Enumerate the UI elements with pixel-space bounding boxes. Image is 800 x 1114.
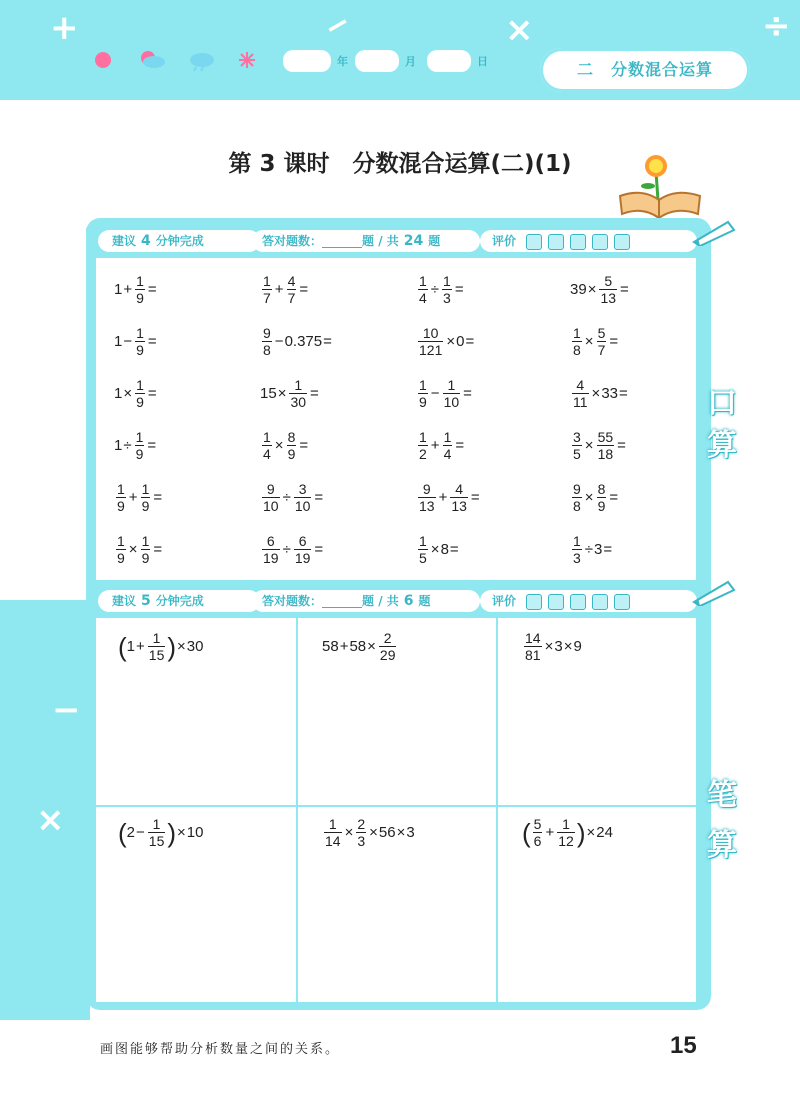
- written-time-chip: [98, 590, 260, 612]
- sunny-weather-icon[interactable]: [95, 52, 111, 68]
- oral-problem[interactable]: $\frac{9}{10}$ ÷ $\frac{3}{10}$ =: [263, 481, 324, 514]
- oral-correct-input[interactable]: [322, 235, 362, 248]
- oral-problem[interactable]: 1 × $\frac{1}{9}$ =: [114, 377, 157, 410]
- oral-problem[interactable]: $\frac{1}{4}$ ÷ $\frac{1}{3}$ =: [419, 273, 464, 306]
- written-problem[interactable]: ( 1 + $\frac{1}{15}$ ) × 30: [118, 630, 204, 663]
- oral-problem[interactable]: $\frac{1}{9}$ + $\frac{1}{9}$ =: [117, 481, 163, 514]
- oral-score-chip: [252, 230, 480, 252]
- oral-problem[interactable]: $\frac{4}{11}$ × 33 =: [573, 377, 628, 410]
- oral-suggest-text: 建议: [112, 234, 137, 248]
- written-correct-label: 答对题数：: [262, 594, 323, 608]
- oral-problem[interactable]: 1 + $\frac{1}{9}$ =: [114, 273, 157, 306]
- oral-rating-label: 评价: [492, 234, 517, 248]
- written-problem[interactable]: ( $\frac{5}{6}$ + $\frac{1}{12}$ ) × 24: [522, 816, 613, 849]
- oral-problem[interactable]: $\frac{1}{8}$ × $\frac{5}{7}$ =: [573, 325, 619, 358]
- thumb-rating-icon[interactable]: [592, 594, 608, 610]
- snowy-weather-icon[interactable]: [238, 51, 256, 69]
- open-book-illustration-icon: [612, 152, 707, 222]
- oral-problem[interactable]: $\frac{9}{8}$ − 0.375 =: [263, 325, 332, 358]
- year-input[interactable]: [283, 50, 331, 72]
- grid-divider: [296, 618, 298, 1002]
- oral-problem[interactable]: 1 ÷ $\frac{1}{9}$ =: [114, 429, 157, 462]
- chapter-title: 二 分数混合运算: [576, 60, 713, 79]
- thumb-rating-icon[interactable]: [548, 234, 564, 250]
- thumb-rating-icon[interactable]: [526, 234, 542, 250]
- oral-problem[interactable]: $\frac{1}{4}$ × $\frac{8}{9}$ =: [263, 429, 309, 462]
- year-label: 年: [337, 55, 348, 68]
- page-number: 15: [670, 1032, 697, 1059]
- pencil-icon: [690, 576, 738, 606]
- thumb-rating-icon[interactable]: [548, 594, 564, 610]
- grid-divider: [496, 618, 498, 1002]
- times-decor-icon: ×: [36, 800, 65, 840]
- oral-total: 24: [403, 233, 424, 249]
- rainy-weather-icon[interactable]: [188, 52, 216, 72]
- thumb-rating-icon[interactable]: [570, 234, 586, 250]
- written-unit-text: 题: [418, 594, 431, 608]
- day-label: 日: [477, 55, 488, 68]
- oral-problem[interactable]: $\frac{1}{9}$ − $\frac{1}{10}$ =: [419, 377, 472, 410]
- oral-unit-text: 题: [428, 234, 441, 248]
- footer-tip: 画图能够帮助分析数量之间的关系。: [100, 1042, 341, 1057]
- written-tab-char: 笔: [707, 778, 737, 813]
- grid-divider: [96, 805, 696, 807]
- written-problem[interactable]: $\frac{14}{81}$ × 3 × 9: [525, 630, 582, 663]
- oral-problem[interactable]: $\frac{1}{7}$ + $\frac{4}{7}$ =: [263, 273, 309, 306]
- oral-per-text: 题 / 共: [362, 234, 399, 248]
- oral-problem[interactable]: $\frac{9}{8}$ × $\frac{8}{9}$ =: [573, 481, 619, 514]
- oral-correct-label: 答对题数：: [262, 234, 323, 248]
- oral-problems-panel: [96, 258, 696, 580]
- written-problem[interactable]: $\frac{1}{14}$ × $\frac{2}{3}$ × 56 × 3: [325, 816, 415, 849]
- chapter-pill: [540, 48, 750, 92]
- written-rating-chip: [480, 590, 697, 612]
- minus-decor-icon: −: [317, 4, 358, 47]
- thumb-rating-icon[interactable]: [592, 234, 608, 250]
- written-score-chip: [252, 590, 480, 612]
- oral-problem[interactable]: $\frac{1}{2}$ + $\frac{1}{4}$ =: [419, 429, 465, 462]
- written-total: 6: [403, 593, 414, 609]
- oral-problem[interactable]: $\frac{9}{13}$ + $\frac{4}{13}$ =: [419, 481, 480, 514]
- written-finish-text: 分钟完成: [155, 594, 204, 608]
- oral-minutes: 4: [141, 233, 151, 249]
- thumb-rating-icon[interactable]: [526, 594, 542, 610]
- oral-problem[interactable]: $\frac{1}{9}$ × $\frac{1}{9}$ =: [117, 533, 163, 566]
- oral-problem[interactable]: 1 − $\frac{1}{9}$ =: [114, 325, 157, 358]
- plus-decor-icon: +: [50, 8, 79, 48]
- written-minutes: 5: [141, 593, 151, 609]
- written-correct-input[interactable]: [322, 595, 362, 608]
- month-label: 月: [405, 55, 416, 68]
- oral-rating-chip: [480, 230, 697, 252]
- oral-problem[interactable]: $\frac{3}{5}$ × $\frac{55}{18}$ =: [573, 429, 626, 462]
- oral-problem[interactable]: $\frac{1}{5}$ × 8 =: [419, 533, 459, 566]
- oral-problem[interactable]: $\frac{1}{3}$ ÷ 3 =: [573, 533, 613, 566]
- written-suggest-text: 建议: [112, 594, 137, 608]
- page-title: 第 3 课时 分数混合运算(二)(1): [228, 151, 572, 177]
- pencil-icon: [690, 216, 738, 246]
- written-tab-char: 算: [707, 828, 737, 863]
- cloudy-weather-icon[interactable]: [138, 50, 166, 68]
- month-input[interactable]: [355, 50, 399, 72]
- written-problems-panel: [96, 618, 696, 1002]
- thumb-rating-icon[interactable]: [614, 594, 630, 610]
- oral-problem[interactable]: $\frac{10}{121}$ × 0 =: [419, 325, 475, 358]
- written-problem[interactable]: 58 + 58 × $\frac{2}{29}$: [322, 630, 396, 663]
- oral-tab-char: 口: [707, 386, 737, 421]
- times-decor-icon: ×: [505, 10, 534, 50]
- written-per-text: 题 / 共: [362, 594, 399, 608]
- minus-decor-icon: −: [52, 690, 81, 730]
- day-input[interactable]: [427, 50, 471, 72]
- oral-problem[interactable]: 15 × $\frac{1}{30}$ =: [260, 377, 319, 410]
- oral-time-chip: [98, 230, 260, 252]
- oral-problem[interactable]: 39 × $\frac{5}{13}$ =: [570, 273, 629, 306]
- oral-problem[interactable]: $\frac{6}{19}$ ÷ $\frac{6}{19}$ =: [263, 533, 324, 566]
- oral-finish-text: 分钟完成: [155, 234, 204, 248]
- written-problem[interactable]: ( 2 − $\frac{1}{15}$ ) × 10: [118, 816, 204, 849]
- thumb-rating-icon[interactable]: [614, 234, 630, 250]
- divide-decor-icon: ÷: [762, 6, 791, 46]
- written-rating-label: 评价: [492, 594, 517, 608]
- thumb-rating-icon[interactable]: [570, 594, 586, 610]
- oral-tab-char: 算: [707, 428, 737, 463]
